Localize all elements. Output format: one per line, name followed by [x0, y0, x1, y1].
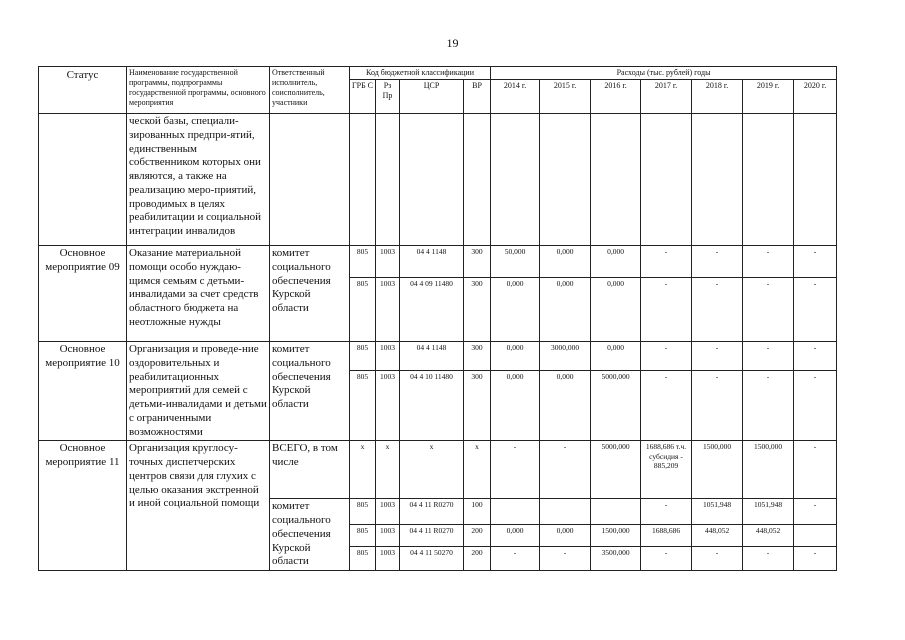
status-cell: Основное мероприятие 10: [39, 342, 127, 441]
value-cell: 448,052: [743, 524, 794, 546]
csr-cell: 04 4 11 R0270: [400, 499, 464, 524]
continuation-name: ческой базы, специали-зированных предпри-ятий, единственным собственником которых они являются, а также на реализацию меро-приятий, проводимых в целях реабилитации и социальной интеграции инвалидов: [127, 114, 270, 246]
rzpr-cell: 1003: [376, 499, 400, 524]
value-cell: 0,000: [591, 278, 641, 342]
rzpr-cell: 1003: [376, 342, 400, 371]
value-cell: -: [491, 546, 540, 570]
header-vr: ВР: [464, 80, 491, 114]
responsible-cell: комитет социального обеспечения Курской области: [270, 499, 350, 571]
grbs-cell: 805: [350, 342, 376, 371]
value-cell: 448,052: [692, 524, 743, 546]
csr-cell: 04 4 11 R0270: [400, 524, 464, 546]
table-row: [39, 342, 837, 371]
header-program-name: Наименование государственной программы, подпрограммы государственной программы, основного мероприятия: [127, 67, 270, 114]
vr-cell: 200: [464, 524, 491, 546]
table-row: [39, 246, 837, 278]
header-rzpr: Рз Пр: [376, 80, 400, 114]
value-cell: [591, 499, 641, 524]
csr-cell: 04 4 09 11480: [400, 278, 464, 342]
value-cell: 1500,000: [591, 524, 641, 546]
csr-cell: 04 4 11 50270: [400, 546, 464, 570]
measure-name: Оказание материальной помощи особо нуждаю-щимся семьям с детьми-инвалидами за счет средств областного бюджета на неотложные нужды: [127, 246, 270, 342]
grbs-cell: 805: [350, 278, 376, 342]
header-year: 2019 г.: [743, 80, 794, 114]
value-cell: 50,000: [491, 246, 540, 278]
value-cell: -: [491, 441, 540, 499]
value-cell: -: [743, 546, 794, 570]
value-cell: -: [540, 546, 591, 570]
grbs-cell: 805: [350, 370, 376, 440]
value-cell: 0,000: [540, 524, 591, 546]
vr-cell: 300: [464, 342, 491, 371]
grbs-cell: 805: [350, 546, 376, 570]
header-year: 2020 г.: [794, 80, 837, 114]
value-cell: 0,000: [491, 342, 540, 371]
grbs-cell: 805: [350, 499, 376, 524]
value-cell: [540, 499, 591, 524]
value-cell: -: [743, 342, 794, 371]
header-grbs: ГРБ С: [350, 80, 376, 114]
header-year: 2015 г.: [540, 80, 591, 114]
value-cell: 3500,000: [591, 546, 641, 570]
csr-cell: x: [400, 441, 464, 499]
measure-name: Организация и проведе-ние оздоровительных и реабилитационных мероприятий для семей с детьми-инвалидами и детьми с ограниченными возможностями: [127, 342, 270, 441]
budget-table: [38, 66, 837, 571]
value-cell: [491, 499, 540, 524]
header-year: 2016 г.: [591, 80, 641, 114]
status-cell: Основное мероприятие 11: [39, 441, 127, 571]
value-cell: -: [641, 342, 692, 371]
vr-cell: 300: [464, 246, 491, 278]
vr-cell: 100: [464, 499, 491, 524]
table-row: [39, 114, 837, 246]
value-cell: 1500,000: [692, 441, 743, 499]
header-csr: ЦСР: [400, 80, 464, 114]
value-cell: -: [794, 246, 837, 278]
value-cell: -: [743, 246, 794, 278]
vr-cell: x: [464, 441, 491, 499]
value-cell: -: [692, 278, 743, 342]
table-row: [39, 441, 837, 499]
value-cell: 0,000: [491, 278, 540, 342]
rzpr-cell: 1003: [376, 246, 400, 278]
value-cell: -: [743, 278, 794, 342]
value-cell: -: [692, 246, 743, 278]
header-responsible: Ответственный исполнитель, соисполнитель, участники: [270, 67, 350, 114]
value-cell: -: [794, 370, 837, 440]
measure-name: Организация круглосу-точных диспетчерских центров связи для глухих с целью оказания экстренной и иной социальной помощи: [127, 441, 270, 571]
value-cell: -: [794, 441, 837, 499]
header-year: 2018 г.: [692, 80, 743, 114]
value-cell: -: [794, 342, 837, 371]
value-cell: -: [743, 370, 794, 440]
header-year: 2017 г.: [641, 80, 692, 114]
rzpr-cell: 1003: [376, 524, 400, 546]
value-cell: -: [540, 441, 591, 499]
value-cell: 1688,686 т.ч. субсидия - 885,209: [641, 441, 692, 499]
csr-cell: 04 4 1148: [400, 342, 464, 371]
value-cell: 1688,686: [641, 524, 692, 546]
header-expenses: Расходы (тыс. рублей) годы: [491, 67, 837, 80]
value-cell: 0,000: [591, 342, 641, 371]
responsible-cell: комитет социального обеспечения Курской области: [270, 246, 350, 342]
rzpr-cell: 1003: [376, 370, 400, 440]
value-cell: -: [794, 278, 837, 342]
value-cell: 0,000: [540, 370, 591, 440]
status-cell: Основное мероприятие 09: [39, 246, 127, 342]
grbs-cell: 805: [350, 246, 376, 278]
value-cell: -: [794, 499, 837, 524]
responsible-cell: комитет социального обеспечения Курской области: [270, 342, 350, 441]
value-cell: 0,000: [540, 246, 591, 278]
value-cell: 0,000: [591, 246, 641, 278]
csr-cell: 04 4 10 11480: [400, 370, 464, 440]
value-cell: 5000,000: [591, 441, 641, 499]
header-year: 2014 г.: [491, 80, 540, 114]
value-cell: -: [692, 342, 743, 371]
value-cell: -: [641, 370, 692, 440]
page-number: 19: [446, 36, 459, 50]
value-cell: 5000,000: [591, 370, 641, 440]
total-label: ВСЕГО, в том числе: [270, 441, 350, 499]
value-cell: 3000,000: [540, 342, 591, 371]
value-cell: -: [692, 546, 743, 570]
value-cell: -: [794, 546, 837, 570]
rzpr-cell: 1003: [376, 278, 400, 342]
value-cell: -: [641, 499, 692, 524]
value-cell: 1500,000: [743, 441, 794, 499]
rzpr-cell: 1003: [376, 546, 400, 570]
csr-cell: 04 4 1148: [400, 246, 464, 278]
header-row: [39, 67, 837, 80]
vr-cell: 300: [464, 278, 491, 342]
value-cell: 0,000: [491, 370, 540, 440]
vr-cell: 300: [464, 370, 491, 440]
value-cell: 0,000: [491, 524, 540, 546]
header-status: Статус: [39, 67, 127, 114]
grbs-cell: 805: [350, 524, 376, 546]
value-cell: 1051,948: [692, 499, 743, 524]
value-cell: -: [641, 546, 692, 570]
vr-cell: 200: [464, 546, 491, 570]
value-cell: 1051,948: [743, 499, 794, 524]
rzpr-cell: x: [376, 441, 400, 499]
value-cell: [794, 524, 837, 546]
value-cell: -: [692, 370, 743, 440]
value-cell: -: [641, 246, 692, 278]
value-cell: -: [641, 278, 692, 342]
grbs-cell: x: [350, 441, 376, 499]
header-budget-code: Код бюджетной классификации: [350, 67, 491, 80]
value-cell: 0,000: [540, 278, 591, 342]
